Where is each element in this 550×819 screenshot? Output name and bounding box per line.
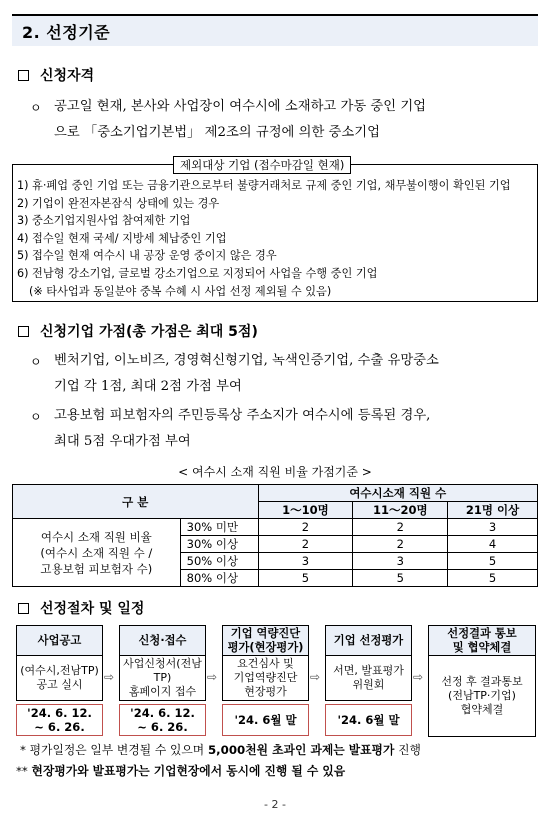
square-bullet-icon (18, 326, 29, 337)
exclusion-item: 3) 중소기업지원사업 참여제한 기업 (17, 214, 191, 228)
qualification-bullet: ㅇ 공고일 현재, 본사와 사업장이 여수시에 소재하고 가동 중인 기업 으로 「중소기업기본법」 제2조의 규정에 의한 중소기업 (30, 94, 540, 146)
page-number: - 2 - (264, 798, 286, 811)
score-cell: 5 (448, 553, 538, 570)
exclusion-box (12, 158, 538, 302)
score-cell: 5 (448, 570, 538, 587)
exclusion-item: 6) 전남형 강소기업, 글로벌 강소기업으로 지정되어 사업을 수행 중인 기업 (17, 266, 378, 280)
arrow-right-icon: ⇨ (413, 670, 424, 684)
table-caption: < 여수시 소재 직원 비율 가점기준 > (178, 465, 372, 479)
ratio-cell: 30% 미만 (180, 519, 258, 536)
staff-count-header: 여수시소재 직원 수 (258, 485, 537, 502)
section-title: 2. 선정기준 (22, 23, 111, 42)
table-header-row (13, 485, 538, 502)
square-bullet-icon (18, 603, 29, 614)
exclusion-item: 2) 기업이 완전자본잠식 상태에 있는 경우 (17, 196, 220, 210)
score-cell: 5 (258, 570, 353, 587)
col-group-header: 구 분 (13, 485, 259, 519)
bonus-score-table (12, 484, 538, 587)
score-cell: 2 (353, 536, 448, 553)
note-1: * 평가일정은 일부 변경될 수 있으며 5,000천원 초과인 과제는 발표평가 진행 (20, 743, 421, 757)
exclusion-item: 5) 접수일 현재 여수시 내 공장 운영 중이지 않은 경우 (17, 249, 277, 263)
flow-date: '24. 6. 12. ~ 6. 26. (119, 704, 206, 736)
column-header: 21명 이상 (448, 502, 538, 519)
exclusion-title: 제외대상 기업 (접수마감일 현재) (173, 156, 351, 174)
score-cell: 2 (353, 519, 448, 536)
row-group-label: 여수시 소재 직원 비율 (여수시 소재 직원 수 / 고용보험 피보험자 수) (13, 519, 181, 587)
flow-step-announcement: 사업공고 (여수시,전남TP) 공고 실시 (16, 625, 103, 701)
ratio-cell: 50% 이상 (180, 553, 258, 570)
ratio-cell: 30% 이상 (180, 536, 258, 553)
score-cell: 2 (258, 536, 353, 553)
procedure-heading: 선정절차 및 일정 (18, 598, 144, 618)
ratio-cell: 80% 이상 (180, 570, 258, 587)
note-2: ** 현장평가와 발표평가는 기업현장에서 동시에 진행 될 수 있음 (16, 764, 346, 778)
column-header: 1～10명 (258, 502, 353, 519)
exclusion-item: 4) 접수일 현재 국세/ 지방세 체납중인 기업 (17, 231, 227, 245)
score-cell: 3 (258, 553, 353, 570)
score-cell: 4 (448, 536, 538, 553)
flow-date: '24. 6. 12. ~ 6. 26. (16, 704, 103, 736)
column-header: 11～20명 (353, 502, 448, 519)
flow-step-selection-evaluation: 기업 선정평가 서면, 발표평가 위원회 (325, 625, 412, 701)
score-cell: 2 (258, 519, 353, 536)
bonus-heading: 신청기업 가점(총 가점은 최대 5점) (18, 321, 258, 341)
square-bullet-icon (18, 70, 29, 81)
exclusion-note: (※ 타사업과 동일분야 중복 수혜 시 사업 선정 제외될 수 있음) (29, 284, 332, 298)
flow-step-application: 신청·접수 사업신청서(전남TP) 홈페이지 접수 (119, 625, 206, 701)
score-cell: 5 (353, 570, 448, 587)
flow-date: '24. 6월 말 (325, 704, 412, 736)
flow-step-result-agreement: 선정결과 통보 및 협약체결 선정 후 결과통보 (전남TP·기업) 협약체결 (428, 625, 536, 737)
flow-step-capability-assessment: 기업 역량진단 평가(현장평가) 요건심사 및 기업역량진단 현장평가 (222, 625, 309, 701)
circle-bullet-icon: ㅇ (30, 355, 42, 369)
circle-bullet-icon: ㅇ (30, 410, 42, 424)
arrow-right-icon: ⇨ (207, 670, 218, 684)
bonus-bullet-2: ㅇ 고용보험 피보험자의 주민등록상 주소지가 여수시에 등록된 경우, 최대 5점 우대가점 부여 (30, 403, 540, 455)
exclusion-list (17, 177, 511, 300)
arrow-right-icon: ⇨ (310, 670, 321, 684)
section-header (12, 14, 538, 46)
table-row (13, 519, 538, 536)
arrow-right-icon: ⇨ (104, 670, 115, 684)
exclusion-item: 1) 휴·폐업 중인 기업 또는 금융기관으로부터 불량거래처로 규제 중인 기업, 채무불이행이 확인된 기업 (17, 179, 511, 192)
flow-date: '24. 6월 말 (222, 704, 309, 736)
bonus-bullet-1: ㅇ 벤처기업, 이노비즈, 경영혁신형기업, 녹색인증기업, 수출 유망중소 기업 각 1점, 최대 2점 가점 부여 (30, 348, 540, 400)
circle-bullet-icon: ㅇ (30, 101, 42, 115)
score-cell: 3 (448, 519, 538, 536)
score-cell: 3 (353, 553, 448, 570)
qualification-heading: 신청자격 (18, 65, 94, 85)
